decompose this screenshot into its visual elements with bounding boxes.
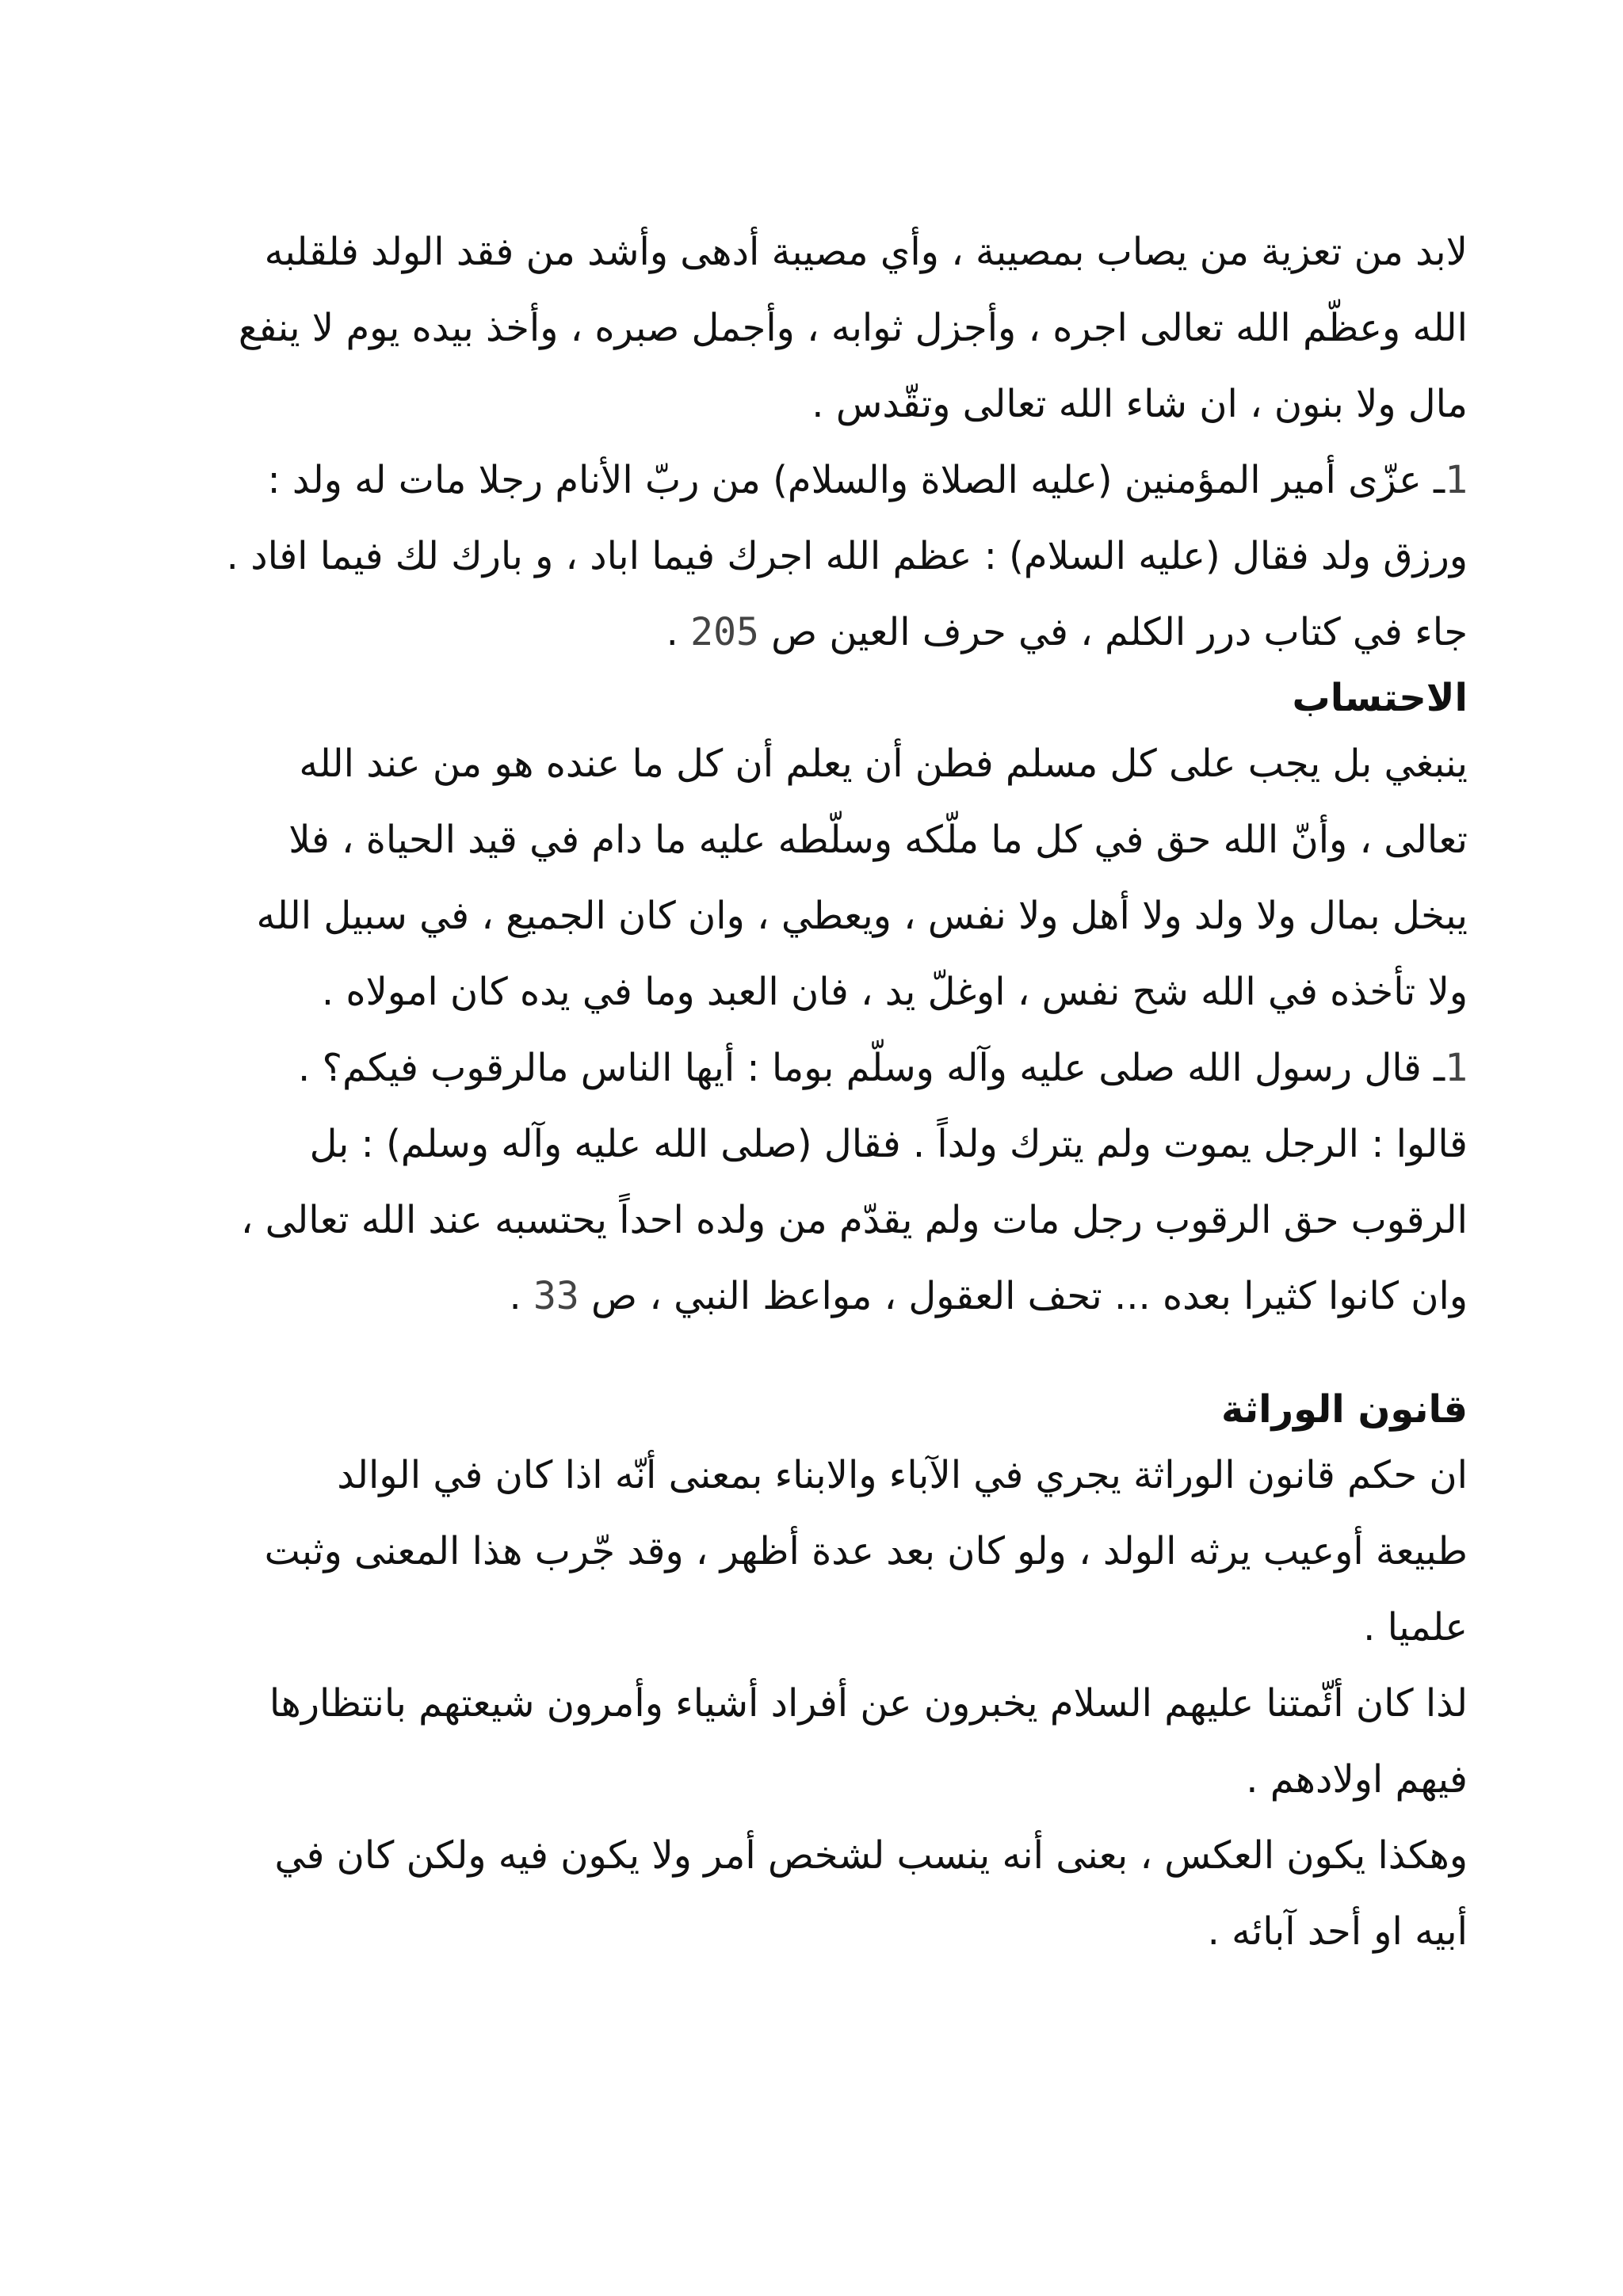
- text-line: فيهم اولادهم .: [1246, 1757, 1468, 1802]
- ihtisab-section: [158, 726, 1468, 1334]
- section-heading-ihtisab: الاحتساب: [1292, 676, 1468, 720]
- text-line: ورزق ولد فقال (عليه السلام) : عظم الله اجرك فيما اباد ، و بارك لك فيما افاد .: [226, 534, 1468, 578]
- text-line: مال ولا بنون ، ان شاء الله تعالى وتقّدس .: [812, 382, 1468, 426]
- text-span: .: [666, 610, 678, 654]
- text-line: [158, 594, 1468, 670]
- text-line: ينبغي بل يجب على كل مسلم فطن أن يعلم أن كل ما عنده هو من عند الله: [299, 742, 1468, 786]
- text-line: لابد من تعزية من يصاب بمصيبة ، وأي مصيبة أدهى وأشد من فقد الولد فلقلبه: [264, 230, 1468, 274]
- section-heading-heredity: قانون الوراثة: [1220, 1387, 1468, 1432]
- text-line: [158, 1258, 1468, 1334]
- text-line: طبيعة أوعيب يرثه الولد ، ولو كان بعد عدة أظهر ، وقد جّرب هذا المعنى وثبت: [264, 1529, 1468, 1573]
- intro-section: [158, 214, 1468, 670]
- page-number: 205: [690, 610, 759, 654]
- text-span: ـ قال رسول الله صلى عليه وآله وسلّم بوما : أيها الناس مالرقوب فيكم؟ .: [298, 1046, 1445, 1090]
- text-line: [158, 1030, 1468, 1106]
- text-line: ان حكم قانون الوراثة يجري في الآباء والابناء بمعنى أنّه اذا كان في الوالد: [337, 1453, 1468, 1497]
- text-line: ولا تأخذه في الله شح نفس ، اوغلّ يد ، فان العبد وما في يده كان امولاه .: [321, 970, 1468, 1014]
- item-number: 1: [1445, 458, 1468, 502]
- text-line: لذا كان أئّمتنا عليهم السلام يخبرون عن أفراد أشياء وأمرون شيعتهم بانتظارها: [269, 1681, 1468, 1726]
- heredity-section: [158, 1437, 1468, 1970]
- text-line: تعالى ، وأنّ الله حق في كل ما ملّكه وسلّطه عليه ما دام في قيد الحياة ، فلا: [288, 818, 1468, 862]
- text-line: قالوا : الرجل يموت ولم يترك ولداً . فقال (صلى الله عليه وآله وسلم) : بل: [309, 1122, 1468, 1166]
- text-line: الله وعظّم الله تعالى اجره ، وأجزل ثوابه ، وأجمل صبره ، وأخذ بيده يوم لا ينفع: [238, 306, 1468, 350]
- item-number: 1: [1445, 1046, 1468, 1090]
- document-page: [158, 214, 1468, 1970]
- text-line: وهكذا يكون العكس ، بعنى أنه ينسب لشخص أمر ولا يكون فيه ولكن كان في: [274, 1833, 1468, 1878]
- text-span: وان كانوا كثيرا بعده ... تحف العقول ، مواعظ النبي ، ص: [591, 1274, 1468, 1318]
- text-line: أبيه او أحد آبائه .: [1207, 1909, 1468, 1954]
- text-span: ـ عزّى أمير المؤمنين (عليه الصلاة والسلام) من ربّ الأنام رجلا مات له ولد :: [267, 458, 1445, 502]
- page-number: 33: [533, 1274, 579, 1318]
- text-line: علميا .: [1363, 1605, 1468, 1650]
- spacer: [158, 1334, 1468, 1382]
- text-line: الرقوب حق الرقوب رجل مات ولم يقدّم من ولده احداً يحتسبه عند الله تعالى ،: [240, 1198, 1468, 1242]
- text-span: جاء في كتاب درر الكلم ، في حرف العين ص: [771, 610, 1468, 654]
- text-line: [158, 442, 1468, 518]
- text-line: يبخل بمال ولا ولد ولا أهل ولا نفس ، ويعطي ، وان كان الجميع ، في سبيل الله: [256, 894, 1468, 938]
- text-span: .: [509, 1274, 521, 1318]
